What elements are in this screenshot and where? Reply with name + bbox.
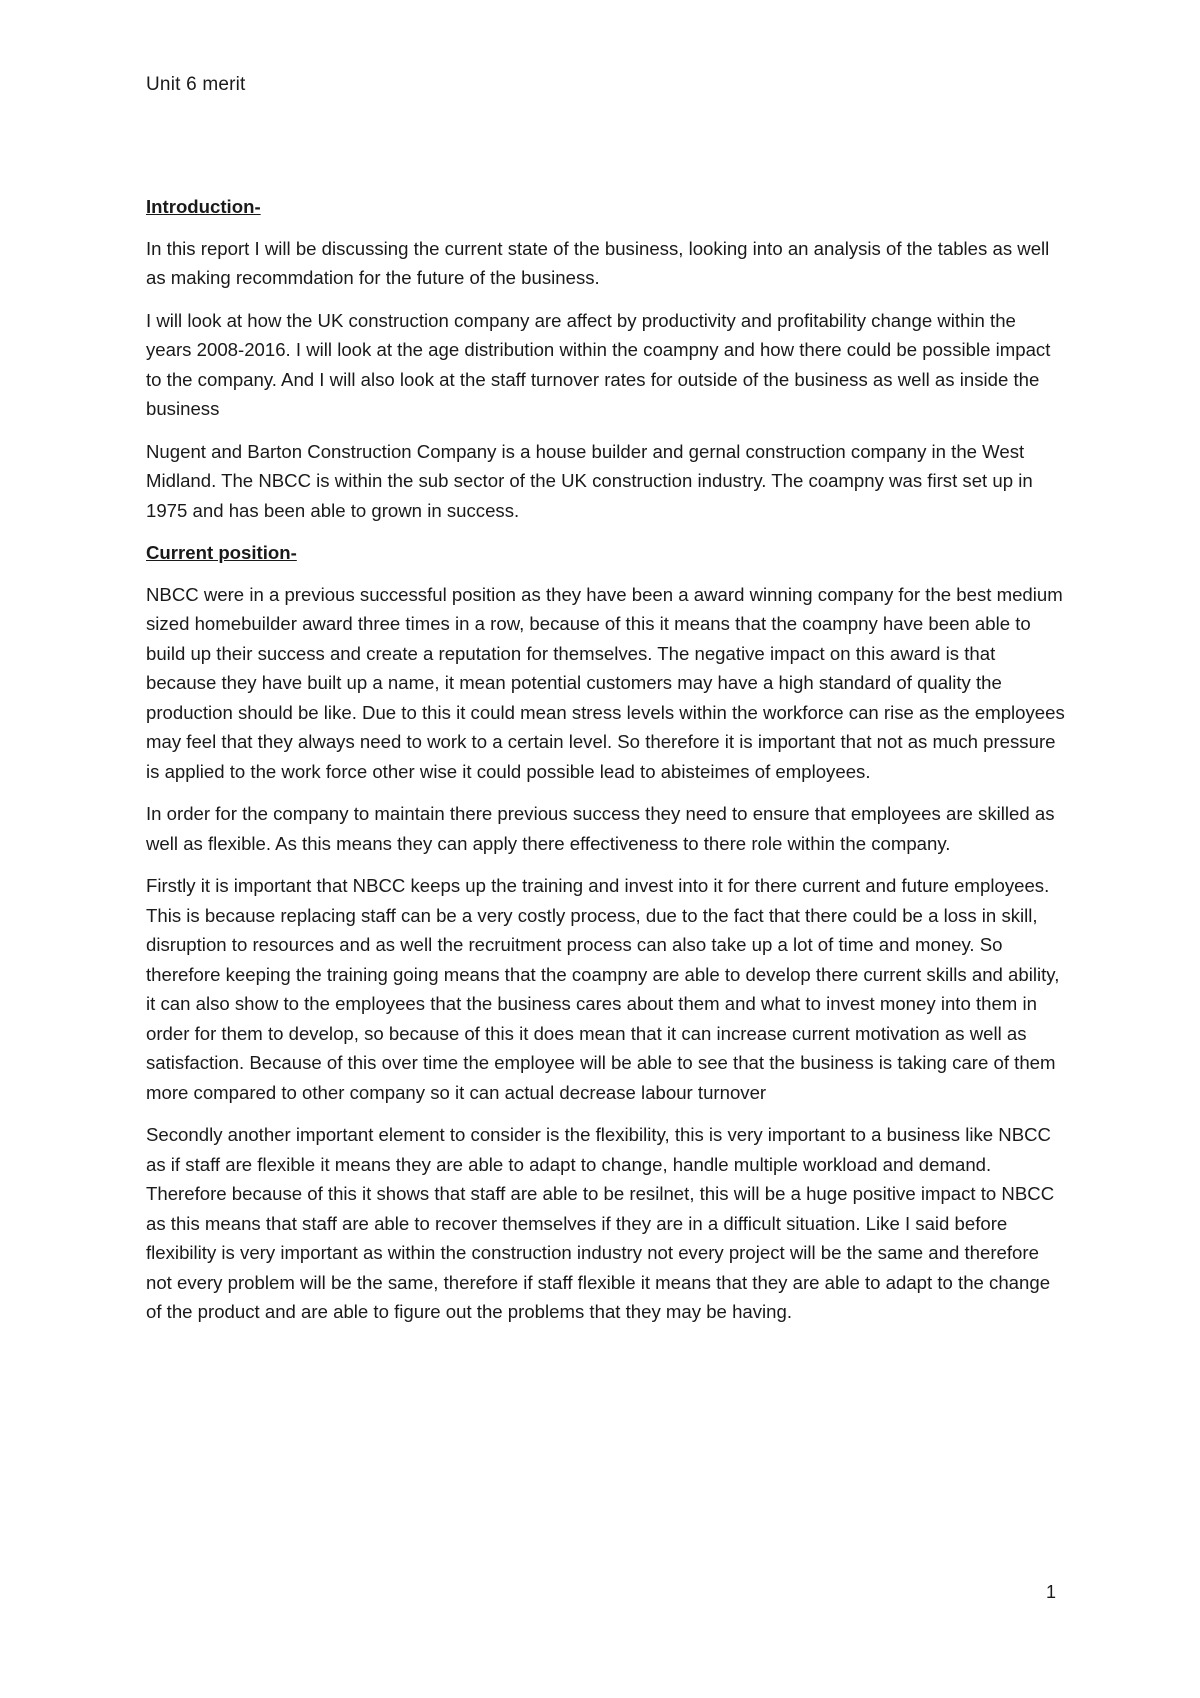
introduction-heading: Introduction-	[146, 196, 261, 217]
introduction-paragraph-2: I will look at how the UK construction company are affect by productivity and profitability change within the years 2008-2016. I will look at the age distribution within the coampny and how there could be possible impact to the company. And I will also look at the staff turnover rates for outside of the business as well as inside the business	[146, 309, 1051, 419]
document-body	[146, 192, 1066, 1340]
current-position-paragraph-2: In order for the company to maintain there previous success they need to ensure that employees are skilled as well as flexible. As this means they can apply there effectiveness to there role within the company.	[146, 803, 1055, 854]
current-position-paragraph-1: NBCC were in a previous successful position as they have been a award winning company for the best medium sized homebuilder award three times in a row, because of this it means that the coampny have been able to build up their success and create a reputation for themselves. The negative impact on this award is that because they have built up a name, it mean potential customers may have a high standard of quality the production should be like. Due to this it could mean stress levels within the workforce can rise as the employees may feel that they always need to work to a certain level. So therefore it is important that not as much pressure is applied to the work force other wise it could possible lead to abisteimes of employees.	[146, 583, 1065, 782]
introduction-paragraph-1: In this report I will be discussing the current state of the business, looking into an analysis of the tables as well as making recommdation for the future of the business.	[146, 237, 1050, 288]
introduction-paragraph-3: Nugent and Barton Construction Company is a house builder and gernal construction company in the West Midland. The NBCC is within the sub sector of the UK construction industry. The coampny was first set up in 1975 and has been able to grown in success.	[146, 440, 1033, 521]
current-position-paragraph-4: Secondly another important element to consider is the flexibility, this is very important to a business like NBCC as if staff are flexible it means they are able to adapt to change, handle multiple workload and demand. Therefore because of this it shows that staff are able to be resilnet, this will be a huge positive impact to NBCC as this means that staff are able to recover themselves if they are in a difficult situation. Like I said before flexibility is very important as within the construction industry not every project will be the same and therefore not every problem will be the same, therefore if staff flexible it means that they are able to adapt to the change of the product and are able to figure out the problems that they may be having.	[146, 1124, 1055, 1322]
current-position-paragraph-3: Firstly it is important that NBCC keeps up the training and invest into it for there current and future employees. This is because replacing staff can be a very costly process, due to the fact that there could be a loss in skill, disruption to resources and as well the recruitment process can also take up a lot of time and money. So therefore keeping the training going means that the coampny are able to develop there current skills and ability, it can also show to the employees that the business cares about them and what to invest money into them in order for them to develop, so because of this it does mean that it can increase current motivation as well as satisfaction. Because of this over time the employee will be able to see that the business is taking care of them more compared to other company so it can actual decrease labour turnover	[146, 875, 1060, 1103]
current-position-heading: Current position-	[146, 542, 297, 563]
page-header: Unit 6 merit	[146, 74, 246, 95]
page-number: 1	[1045, 1582, 1056, 1602]
